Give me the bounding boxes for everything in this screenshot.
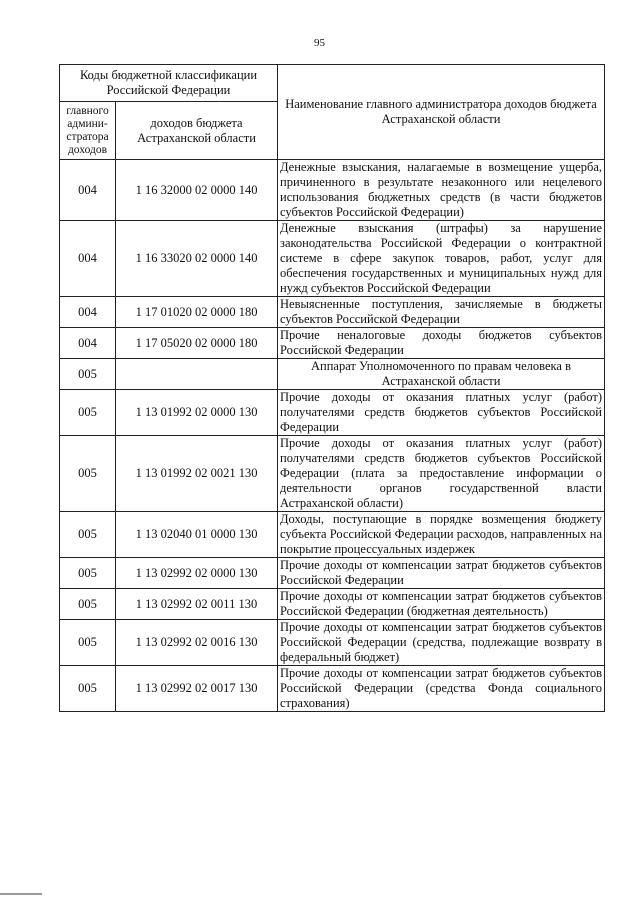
admin-code-cell: 005 bbox=[60, 512, 116, 558]
income-name-cell: Денежные взыскания, налагаемые в возмещение ущерба, причиненного в результате незаконного или нецелевого использования бюджетных средств (в части бюджетов субъектов Российской Федерации) bbox=[278, 160, 605, 221]
income-code-cell: 1 13 01992 02 0000 130 bbox=[116, 390, 278, 436]
income-code-cell: 1 17 05020 02 0000 180 bbox=[116, 328, 278, 359]
income-name-cell: Прочие доходы от компенсации затрат бюджетов субъектов Российской Федерации bbox=[278, 558, 605, 589]
income-name-cell: Денежные взыскания (штрафы) за нарушение законодательства Российской Федерации о контрактной системе в сфере закупок товаров, работ, услуг для обеспечения государственных и муниципальных нужд для нужд субъектов Российской Федерации bbox=[278, 221, 605, 297]
table-row bbox=[60, 328, 605, 359]
table-row bbox=[60, 666, 605, 712]
admin-code-cell: 005 bbox=[60, 558, 116, 589]
admin-code-cell: 005 bbox=[60, 390, 116, 436]
admin-code-cell: 005 bbox=[60, 620, 116, 666]
table-row bbox=[60, 359, 605, 390]
income-code-cell: 1 13 02992 02 0011 130 bbox=[116, 589, 278, 620]
codes-group-header: Коды бюджетной классификации Российской Федерации bbox=[60, 65, 278, 102]
income-name-cell: Прочие доходы от компенсации затрат бюджетов субъектов Российской Федерации (средства Фонда социального страхования) bbox=[278, 666, 605, 712]
income-name-cell: Аппарат Уполномоченного по правам человека в Астраханской области bbox=[278, 359, 605, 390]
table-row bbox=[60, 160, 605, 221]
table-body bbox=[60, 160, 605, 712]
income-name-cell: Прочие неналоговые доходы бюджетов субъектов Российской Федерации bbox=[278, 328, 605, 359]
income-code-cell: 1 13 01992 02 0021 130 bbox=[116, 436, 278, 512]
table-row bbox=[60, 589, 605, 620]
income-name-cell: Прочие доходы от компенсации затрат бюджетов субъектов Российской Федерации (средства, подлежащие возврату в федеральный бюджет) bbox=[278, 620, 605, 666]
table-row bbox=[60, 436, 605, 512]
income-name-cell: Прочие доходы от оказания платных услуг (работ) получателями средств бюджетов субъектов Российской Федерации (плата за предоставление информации о деятельности органов государственной власти Астраханской области) bbox=[278, 436, 605, 512]
income-code-cell: 1 17 01020 02 0000 180 bbox=[116, 297, 278, 328]
income-name-cell: Прочие доходы от компенсации затрат бюджетов субъектов Российской Федерации (бюджетная деятельность) bbox=[278, 589, 605, 620]
table-row bbox=[60, 390, 605, 436]
admin-code-cell: 005 bbox=[60, 436, 116, 512]
admin-code-cell: 004 bbox=[60, 160, 116, 221]
table-row bbox=[60, 297, 605, 328]
footer-mark bbox=[0, 893, 42, 895]
admin-column-header: главного админи-стратора доходов bbox=[60, 102, 116, 160]
admin-code-cell: 005 bbox=[60, 359, 116, 390]
income-name-cell: Невыясненные поступления, зачисляемые в бюджеты субъектов Российской Федерации bbox=[278, 297, 605, 328]
budget-classification-table bbox=[59, 64, 605, 712]
table-row bbox=[60, 221, 605, 297]
income-code-cell: 1 16 33020 02 0000 140 bbox=[116, 221, 278, 297]
table-row bbox=[60, 620, 605, 666]
income-name-cell: Прочие доходы от оказания платных услуг (работ) получателями средств бюджетов субъектов Российской Федерации bbox=[278, 390, 605, 436]
income-code-cell: 1 13 02992 02 0000 130 bbox=[116, 558, 278, 589]
table-row bbox=[60, 512, 605, 558]
income-column-header: доходов бюджета Астраханской области bbox=[116, 102, 278, 160]
income-code-cell: 1 13 02040 01 0000 130 bbox=[116, 512, 278, 558]
income-code-cell: 1 13 02992 02 0016 130 bbox=[116, 620, 278, 666]
name-column-header: Наименование главного администратора доходов бюджета Астраханской области bbox=[278, 65, 605, 160]
income-code-cell: 1 13 02992 02 0017 130 bbox=[116, 666, 278, 712]
income-code-cell bbox=[116, 359, 278, 390]
page-number: 95 bbox=[314, 37, 325, 49]
income-code-cell: 1 16 32000 02 0000 140 bbox=[116, 160, 278, 221]
admin-code-cell: 004 bbox=[60, 297, 116, 328]
income-name-cell: Доходы, поступающие в порядке возмещения бюджету субъекта Российской Федерации расходов, направленных на покрытие процессуальных издержек bbox=[278, 512, 605, 558]
table-row bbox=[60, 558, 605, 589]
admin-code-cell: 004 bbox=[60, 328, 116, 359]
admin-code-cell: 005 bbox=[60, 589, 116, 620]
admin-code-cell: 005 bbox=[60, 666, 116, 712]
admin-code-cell: 004 bbox=[60, 221, 116, 297]
